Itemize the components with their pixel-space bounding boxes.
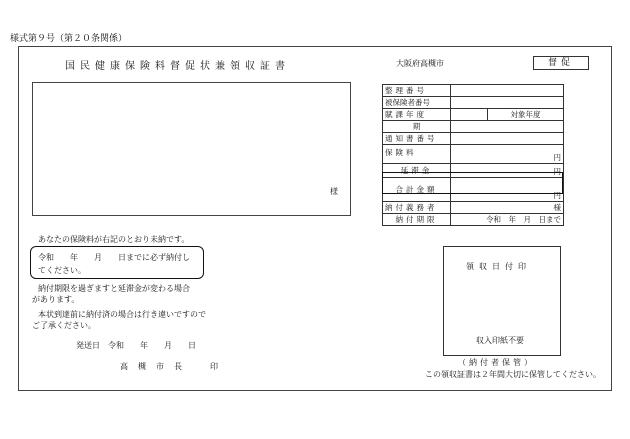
value-seiri (451, 85, 564, 97)
send-date: 発送日 令和 年 月 日 (76, 341, 196, 350)
yen-entaikin: 円 (451, 164, 564, 178)
unpaid-message: あなたの保険料が右記のとおり未納です。 (38, 235, 190, 244)
address-box (32, 82, 351, 216)
yen-hokenryo: 円 (451, 145, 564, 164)
label-nofu-gimusha: 納付義務者 (383, 202, 451, 214)
mayor-signature: 高 槻 市 長 印 (120, 362, 219, 371)
label-seiri: 整理番号 (383, 85, 451, 97)
table-row (383, 133, 564, 145)
addressee-suffix: 様 (330, 187, 338, 196)
late-fee-note-line2: があります。 (32, 295, 80, 304)
crossed-note-line1: 本状到達前に納付済の場合は行き違いですので (38, 310, 206, 319)
label-tsuchisho: 通知書番号 (383, 133, 451, 145)
table-row (383, 109, 564, 121)
late-fee-note-line1: 納付期限を過ぎますと延滞金が変わる場合 (38, 284, 190, 293)
label-gokei: 合計金額 (383, 178, 451, 202)
table-row (383, 145, 564, 164)
value-hihokensha (451, 97, 564, 109)
table-row (383, 85, 564, 97)
label-ki: 期 (383, 121, 451, 133)
form-number-label: 様式第９号（第２０条関係） (10, 34, 128, 44)
issuer-city: 大阪府高槻市 (396, 59, 444, 68)
tokusoku-badge: 督促 (533, 56, 589, 70)
table-row (383, 121, 564, 133)
label-fuka-nendo: 賦課年度 (383, 109, 451, 121)
value-ki (451, 121, 564, 133)
deadline-notice-line1: 令和 年 月 日までに必ず納付し (38, 253, 190, 262)
label-hihokensha: 被保険者番号 (383, 97, 451, 109)
table-row (383, 214, 564, 226)
value-tsuchisho (451, 133, 564, 145)
total-amount-highlight (382, 172, 563, 194)
retention-note: この領収証書は２年間大切に保管してください。 (425, 370, 601, 379)
table-row (383, 202, 564, 214)
label-nofu-kigen: 納付期限 (383, 214, 451, 226)
stamp-note: 収入印紙不要 (476, 336, 524, 345)
label-taisho-nendo: 対象年度 (488, 109, 564, 121)
label-hokenryo: 保険料 (383, 145, 451, 164)
crossed-note-line2: ご了承ください。 (32, 321, 96, 330)
value-fuka-nendo (451, 109, 488, 121)
info-table (382, 84, 564, 226)
label-entaikin: 延滞金 (383, 164, 451, 178)
value-nofu-kigen: 令和 年 月 日まで (451, 214, 564, 226)
stamp-title: 領収日付印 (466, 262, 531, 271)
document-title: 国民健康保険料督促状兼領収証書 (65, 61, 290, 72)
deadline-notice-line2: てください。 (38, 266, 86, 275)
table-row (383, 97, 564, 109)
yen-gokei: 円 (451, 178, 564, 202)
value-nofu-gimusha: 様 (451, 202, 564, 214)
keeper-label: （納付者保管） (458, 358, 535, 367)
